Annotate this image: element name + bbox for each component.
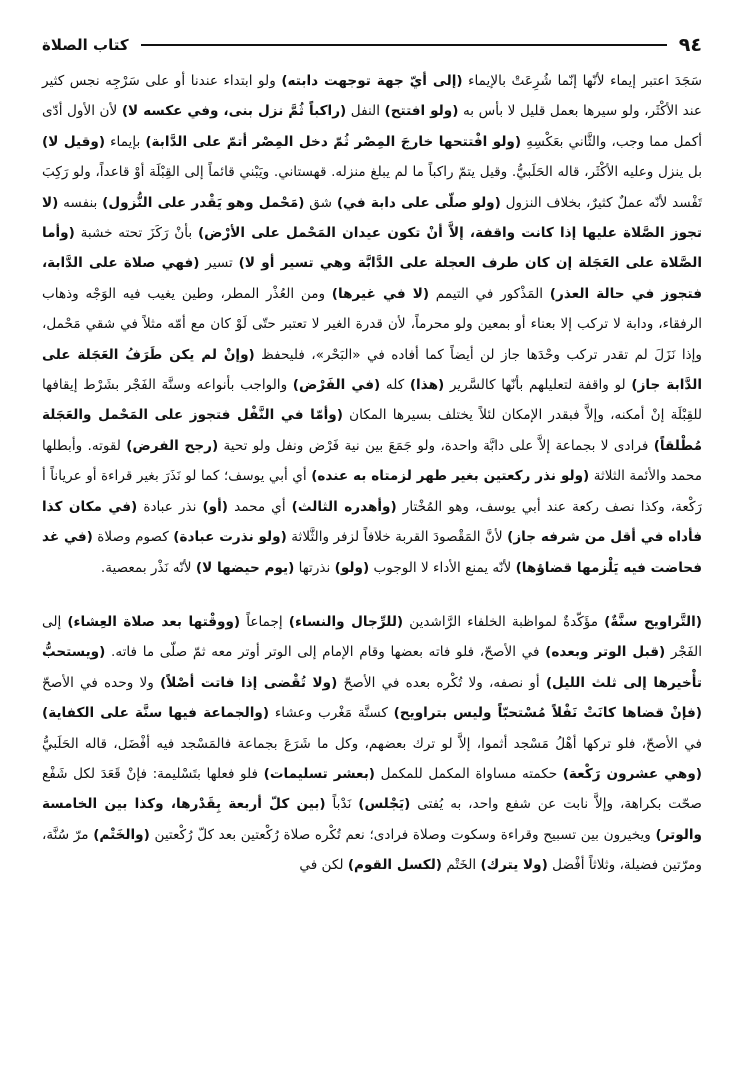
- paragraph-2: [42, 607, 702, 881]
- bold-segment: (ولو نذر ركعتين بغير طهر لزمتاه به عنده): [311, 468, 590, 485]
- bold-segment: (في مكان كذا فأداه في أقل من شرفه جاز): [42, 498, 702, 546]
- text-segment: كصوم وصلاة: [92, 529, 174, 546]
- text-segment: نَدْباً: [325, 796, 359, 813]
- book-title: كتاب الصلاة: [42, 36, 129, 54]
- bold-segment: (لا في غيرها): [331, 285, 430, 302]
- text-segment: في الأصحّ، فلو تركها أهْلُ مَسْجد أثموا، إلاَّ لو ترك بعضهم، وكل ما شَرَعَ بجماعة فالمَسْجد فيه أفْضَل، قاله الحَلَبيُّ: [42, 735, 702, 752]
- bold-segment: (قبل الوتر وبعده): [545, 644, 666, 661]
- bold-segment: (وأما الصَّلاة على العَجَلة إن كان طرف العجلة على الدَّابَّة وهي تسير أو لا): [42, 225, 703, 272]
- text-segment: لأن الأول أدّى أكمل مما وجب، والثَّاني بعَكْسِهِ: [42, 103, 702, 150]
- text-segment: ولا وحده في الأصحّ: [42, 674, 160, 691]
- bold-segment: (ولو صلّى على دابة في): [336, 194, 501, 211]
- text-segment: لكن في: [299, 857, 348, 874]
- text-segment: أي أبي يوسف؛ كما لو نَذَرَ بغير قراءة أو عرياناً أ رَكْعة، وكذا نصف ركعة عند أبي يوسف، وهو المُخْتار: [42, 468, 703, 515]
- bold-segment: (يوم حيضها لا): [195, 559, 295, 576]
- text-segment: مرّ سُنَّة، ومرّتين فضيلة، وثلاثاً أفْضل: [42, 826, 702, 874]
- text-segment: أي محمد: [228, 498, 292, 515]
- text-segment: ولو ابتداء عندنا أو على سَرْجِه نجس كثير عند الأكْثَر، ولو سيرها بعمل قليل لا بأس به: [42, 73, 702, 120]
- text-segment: أو نصفه، ولا تُكْره بعده في الأصحّ: [337, 674, 546, 691]
- text-segment: لو واقفة لتعليلهم بأنّها كالسَّرير: [444, 377, 632, 394]
- text-segment: فرادى لا بجماعة إلاَّ على دابَّة واحدة، ولو جَمَعَ بين نية فَرْض ونفل ولو تحية: [218, 437, 654, 454]
- bold-segment: (في الفَرْض): [292, 377, 381, 394]
- text-segment: كله: [380, 377, 410, 394]
- bold-segment: (للرِّجال والنساء): [288, 613, 404, 630]
- text-segment: ومن العُذْر المطر، وطين يغيب فيه الوَجْه وذهاب الرفقاء، ودابة لا تركب إلا بعناء أو بمعين ولو محرماً، لأن قدرة الغير لا تعتبر حتّى لَوْ كان مع أمّه مثلاً في شقي مَحْمل، وإذا نَزَلَ لم تقدر تركب وحْدَها جاز لن أيضاً كما أفاده في «البَحْر»، فليحفظ: [42, 285, 702, 363]
- text-segment: كسنَّة مَغْرب وعشاء: [269, 705, 394, 722]
- bold-segment: (إلى أيّ جهة توجهت دابته): [281, 73, 463, 89]
- bold-segment: (ولو افْتتحها خارجَ المِصْر ثُمّ دخل المِصْر أتمّ على الدَّابة): [145, 133, 522, 150]
- bold-segment: (بين كلّ أربعة بِقَدْرها، وكذا بين الخامسة والوتر): [42, 796, 703, 843]
- text-segment: الخَتْم: [442, 857, 481, 874]
- text-segment: بل ينزل وعليه الأكْثَر، قاله الحَلَبيُّ. وقيل يتمّ راكباً ما لم يبلغ منزله. قهستاني. ويَبْني قائماً إلى القِبْلَة أوْ قاعداً، ولو رَكِبَ تَفْسد لأنّه عملٌ كثيرٌ، بخلاف النزول: [42, 164, 702, 211]
- text-segment: بنفسه: [58, 194, 103, 211]
- text-segment: النفل: [346, 103, 385, 120]
- text-segment: مؤَكّدةٌ لمواظبة الخلفاء الرَّاشدين: [403, 613, 605, 630]
- text-segment: تسير: [199, 255, 239, 272]
- text-segment: في الأصحّ، فلو فاته بعضها وقام الإمام إلى الوتر أوتر معه ثمّ صلّى ما فاته.: [105, 644, 546, 661]
- bold-segment: (في غد فحاضت فيه يَلْزمها قضاؤها): [42, 529, 702, 576]
- text-segment: حكمته مساواة المكمل للمكمل: [375, 765, 563, 782]
- header-rule: [141, 44, 667, 46]
- text-segment: فلو فعلها بتَسْليمة: فإنْ قَعَدَ لكل شَفْع صحّت بكراهة، وإلاَّ نابت عن شفع واحد، به يُفتى: [42, 765, 702, 813]
- bold-segment: (ولا تُقْضى إذا فاتت أصْلاً): [159, 674, 338, 691]
- text-segment: لقوته. وأبطلها محمد والأئمة الثلاثة: [42, 437, 702, 485]
- text-segment: لأنّه يمنع الأداء لا الوجوب: [369, 559, 516, 576]
- bold-segment: (فإنْ قضاها كانَتْ نَفْلاً مُسْتحبّاً وليس بتراويح): [393, 705, 703, 722]
- bold-segment: (لكسل القوم): [347, 857, 443, 874]
- bold-segment: (وأهدره الثالث): [291, 498, 397, 515]
- bold-segment: (رجح الفرض): [126, 437, 219, 454]
- text-segment: إلى الفَجْر: [42, 613, 702, 661]
- page-number: ٩٤: [678, 34, 702, 56]
- bold-segment: (ولو افتتح): [384, 103, 459, 120]
- bold-segment: (مَحْمل وهو يَقْدر على النُّزول): [102, 194, 305, 211]
- bold-segment: (فهي صلاة على الدَّابة، فتجوز في حالة العذر): [42, 255, 702, 302]
- bold-segment: (راكباً ثُمَّ نزل بنى، وفي عكسه لا): [121, 103, 347, 120]
- bold-segment: (التَّراويح سنَّةٌ): [604, 613, 702, 630]
- bold-segment: (ويستحبُّ تأْخيرها إلى ثلث الليل): [42, 644, 702, 691]
- bold-segment: (وقيل لا): [42, 133, 106, 150]
- bold-segment: (يَجْلس): [358, 796, 411, 813]
- bold-segment: (أو): [202, 498, 229, 515]
- text-segment: سَجَدَ اعتبر إيماء لأنّها إنّما شُرِعَتْ بالإيماء: [462, 73, 703, 89]
- bold-segment: (ولا يترك): [480, 857, 548, 874]
- bold-segment: (ولو نذرت عبادة): [173, 529, 287, 546]
- bold-segment: (بعشر تسليمات): [263, 765, 376, 782]
- paragraph-1: [42, 66, 702, 583]
- bold-segment: (والخَتْم): [93, 826, 150, 843]
- bold-segment: (والجماعة فيها سنَّة على الكفاية): [42, 705, 270, 722]
- bold-segment: (وإنْ لم يكن طَرَفُ العَجَلة على الدَّابة جاز): [42, 346, 702, 394]
- text-segment: بإيماء: [105, 133, 146, 150]
- page-header: [42, 30, 702, 60]
- text-segment: بأنْ رَكَزَ تحته خشبة: [74, 225, 198, 242]
- bold-segment: (وهي عشرون رَكْعة): [562, 765, 702, 782]
- text-segment: لأنّه نَذْر بمعصية.: [100, 559, 196, 576]
- text-segment: نذر عبادة: [137, 498, 203, 515]
- text-segment: والواجب بأنواعه وسنَّة الفَجْر بشَرْط إيقافها للقِبْلَة إنْ أمكنه، وإلاَّ فبقدر الإمكان لئلاً يختلف بسيرها المكان: [42, 377, 702, 424]
- bold-segment: (ولو): [334, 559, 370, 576]
- bold-segment: (لا تجوز الصَّلاة عليها إذا كانت واقفة، إلاَّ أنْ تكون عيدان المَحْمل على الأرْض): [42, 194, 702, 242]
- bold-segment: (هذا): [409, 377, 445, 394]
- text-segment: لأنَّ المَقْصودَ القربة خلافاً لزفر والثَّلاثة: [286, 529, 508, 546]
- bold-segment: (ووقْتها بعد صلاة العِشاء): [67, 613, 241, 630]
- text-segment: شق: [304, 194, 337, 211]
- text-segment: إجماعاً: [240, 613, 289, 630]
- text-segment: ويخيرون بين تسبيح وقراءة وسكوت وصلاة فرادى؛ نعم تُكْره صلاة رُكْعتين بعد كلّ رُكْعتين: [149, 826, 656, 843]
- text-segment: المَذْكور في التيمم: [429, 285, 550, 302]
- bold-segment: (وأمّا في النَّفْل فتجوز على المَحْمل والعَجَلة مُطْلقاً): [42, 407, 702, 454]
- text-segment: نذرتها: [294, 559, 335, 576]
